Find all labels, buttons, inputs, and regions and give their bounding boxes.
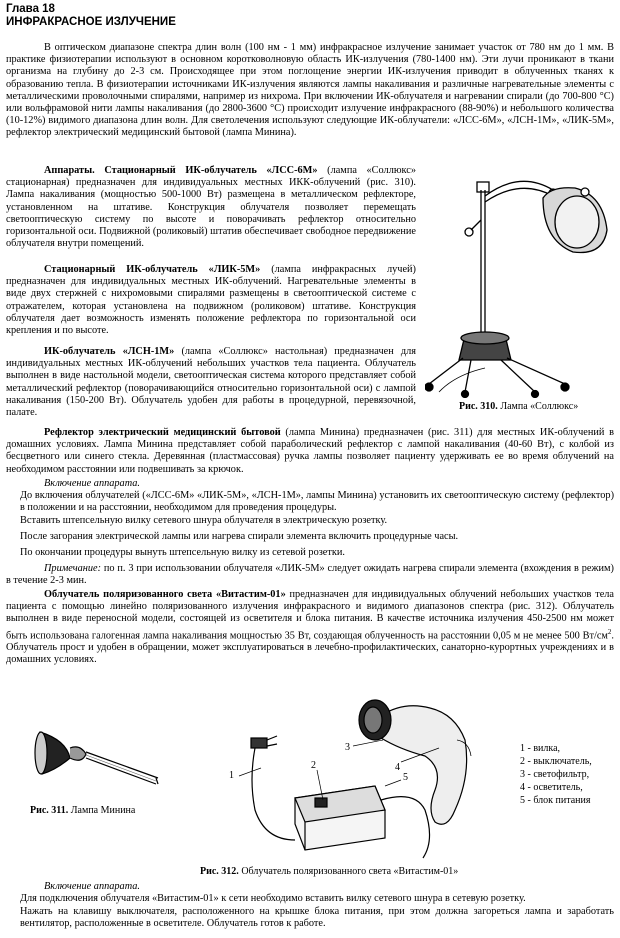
legend-item: 2 - выключатель, bbox=[520, 756, 592, 767]
lss-paragraph bbox=[6, 165, 416, 250]
procedure1-title: Включение аппарата. bbox=[44, 478, 140, 489]
lsn-text: (лампа «Соллюкс» настольная) предназначен для индивидуальных местных ИК-облучений небольших участков тела пациента. Облучатель выполнен в виде настольной модели, светооптическая система которого представляет собой металлический рефлектор (поворачивающийся относительно горизонтальной оси) с лампой накаливания (150-200 Вт). Облучатель удобен для работы в процедурной, перевязочной, палате. bbox=[6, 346, 416, 419]
fig312-legend bbox=[520, 742, 592, 807]
lss-text: (лампа «Соллюкс» стационарная) предназначен для индивидуальных местных ИКК-облучений (рис. 310). Лампа накаливания (мощностью 500-1000 Вт) размещена в металлическом рефлекторе, установленном на штативе. Конструкция облучателя позволяет перемещать светооптическую систему по высоте и поворачивать рефлектор относительно горизонтальной оси. Подвижной (роликовый) штатив обеспечивает свободное передвижение облучателя внутри помещений. bbox=[6, 165, 416, 250]
solux-lamp-illustration bbox=[425, 160, 615, 398]
lsn-paragraph bbox=[6, 346, 416, 419]
vitastim-superscript: 2 bbox=[607, 627, 612, 636]
intro-paragraph: В оптическом диапазоне спектра длин волн (100 нм - 1 мм) инфракрасное излучение занимает участок от 780 нм до 1 мм. В практике физиотерапии используют в основном коротковолновую область ИК-излучения (780-1400 нм). Эти лучи проникают в ткани организма на глубину до 2-3 см. Происходящее при этом поглощение энергии ИК-излучения приводит в облученных тканях к образованию тепла. В физиотерапии источниками ИК-излучения являются лампы накаливания и различные нагревательные элементы с металлическими проволочными спиралями, например из нихрома. При включении ИК-облучателя и нагревании спирали (до 700-800 °С) или вольфрамовой нити лампы накаливания (до 2800-3600 °С) происходит излучение инфракрасного (88-90%) и небольшого количества (10-12%) видимого диапазона длин волн. Для светолечения используют следующие ИК-облучатели: «ЛСС-6М», «ЛСН-1М», «ЛИК-5М», рефлектор электрический медицинский бытовой (лампа Минина). bbox=[6, 42, 614, 139]
fig312-title: Облучатель поляризованного света «Витастим-01» bbox=[238, 866, 459, 877]
callout-3: 3 bbox=[345, 742, 350, 753]
legend-item: 1 - вилка, bbox=[520, 743, 561, 754]
fig311-number: Рис. 311. bbox=[30, 805, 69, 816]
procedure2-item: Для подключения облучателя «Витастим-01» к сети необходимо вставить вилку сетевого шнура в сетевую розетку. bbox=[20, 893, 526, 904]
vitastim-heading: Облучатель поляризованного света «Витастим-01» bbox=[44, 589, 286, 600]
vitastim-paragraph bbox=[6, 589, 614, 667]
lsn-heading: ИК-облучатель «ЛСН-1М» bbox=[44, 346, 175, 357]
lik-paragraph bbox=[6, 264, 416, 337]
callout-2: 2 bbox=[311, 760, 316, 771]
chapter-label: Глава 18 bbox=[6, 3, 55, 15]
reflector-text: (лампа Минина) предназначен (рис. 311) для местных ИК-облучений в домашних условиях. Лампа Минина представляет собой параболический рефлектор с лампой накаливания (40-60 Вт), с колбой из бесцветного или синего стекла. Деревянная (пластмассовая) ручка лампы позволяет пациенту удерживать ее во время облучений на необходимом расстоянии или подвешивать за крючок. bbox=[6, 427, 614, 475]
lss-heading: Аппараты. Стационарный ИК-облучатель «ЛСС-6М» bbox=[44, 165, 318, 176]
vitastim-text: предназначен для индивидуальных облучений небольших участков тела пациента с помощью линейно поляризованного излучения инфракрасного и видимого диапазонов спектра (рис. 312). Облучатель выполнен в виде переносной модели, состоящей из осветителя и блока питания. В качестве источника излучения 450-2500 нм может быть использована галогенная лампа накаливания мощностью 35 Вт, создающая облученность на расстоянии 0,05 м не менее 500 Вт/см bbox=[6, 589, 614, 642]
page-title: ИНФРАКРАСНОЕ ИЗЛУЧЕНИЕ bbox=[6, 16, 176, 28]
fig310-caption bbox=[459, 401, 578, 413]
lik-heading: Стационарный ИК-облучатель «ЛИК-5М» bbox=[44, 264, 261, 275]
minin-lamp-illustration bbox=[30, 718, 160, 796]
legend-item: 3 - светофильтр, bbox=[520, 769, 590, 780]
fig311-title: Лампа Минина bbox=[68, 805, 136, 816]
vitastim-text-end: . Облучатель прост и удобен в обращении, может эксплуатироваться в лечебно-профилактических, санаторно-курортных учреждениях и в домашних условиях. bbox=[6, 630, 614, 666]
fig310-title: Лампа «Соллюкс» bbox=[497, 401, 579, 412]
vitastim-device-illustration bbox=[225, 690, 515, 860]
reflector-heading: Рефлектор электрический медицинский бытовой bbox=[44, 427, 281, 438]
reflector-paragraph bbox=[6, 427, 614, 476]
callout-4: 4 bbox=[395, 762, 400, 773]
procedure2-title: Включение аппарата. bbox=[44, 881, 140, 892]
callout-1: 1 bbox=[229, 770, 234, 781]
fig311-caption bbox=[30, 805, 135, 817]
fig312-number: Рис. 312. bbox=[200, 866, 239, 877]
legend-item: 5 - блок питания bbox=[520, 795, 591, 806]
procedure2-item: Нажать на клавишу выключателя, расположенного на крышке блока питания, при этом должна загореться лампа и заработать вентилятор, расположенные в осветителе. Облучатель готов к работе. bbox=[20, 906, 614, 930]
procedure1-note bbox=[6, 563, 614, 587]
callout-5: 5 bbox=[403, 772, 408, 783]
fig312-caption bbox=[200, 866, 458, 878]
lik-text: (лампа инфракрасных лучей) предназначен для индивидуальных местных ИК-облучений. Нагревательные элементы в виде двух стержней с нихромовыми спиралями размещены в светооптической системе с отражателем, которая установлена на подвижном (роликовом) штативе. Конструкция облучателя дает возможность изменять положение рефлектора по горизонтальной оси крепления и по высоте. bbox=[6, 264, 416, 337]
note-text: по п. 3 при использовании облучателя «ЛИК-5М» следует ожидать нагрева спирали элемента (вхождения в режим) в течение 2-3 мин. bbox=[6, 563, 614, 587]
note-label: Примечание: bbox=[44, 563, 102, 574]
procedure1-item: После загорания электрической лампы или нагрева спирали элемента включить процедурные часы. bbox=[20, 531, 459, 542]
procedure1-item: Вставить штепсельную вилку сетевого шнура облучателя в электрическую розетку. bbox=[20, 515, 388, 526]
legend-item: 4 - осветитель, bbox=[520, 782, 583, 793]
fig310-number: Рис. 310. bbox=[459, 401, 498, 412]
procedure1-item: До включения облучателей («ЛСС-6М» «ЛИК-5М», «ЛСН-1М», лампы Минина) установить их светооптическую систему (рефлектор) в положении и на расстоянии, необходимом для проведения процедуры. bbox=[20, 490, 614, 514]
procedure1-item: По окончании процедуры вынуть штепсельную вилку из сетевой розетки. bbox=[20, 547, 345, 558]
